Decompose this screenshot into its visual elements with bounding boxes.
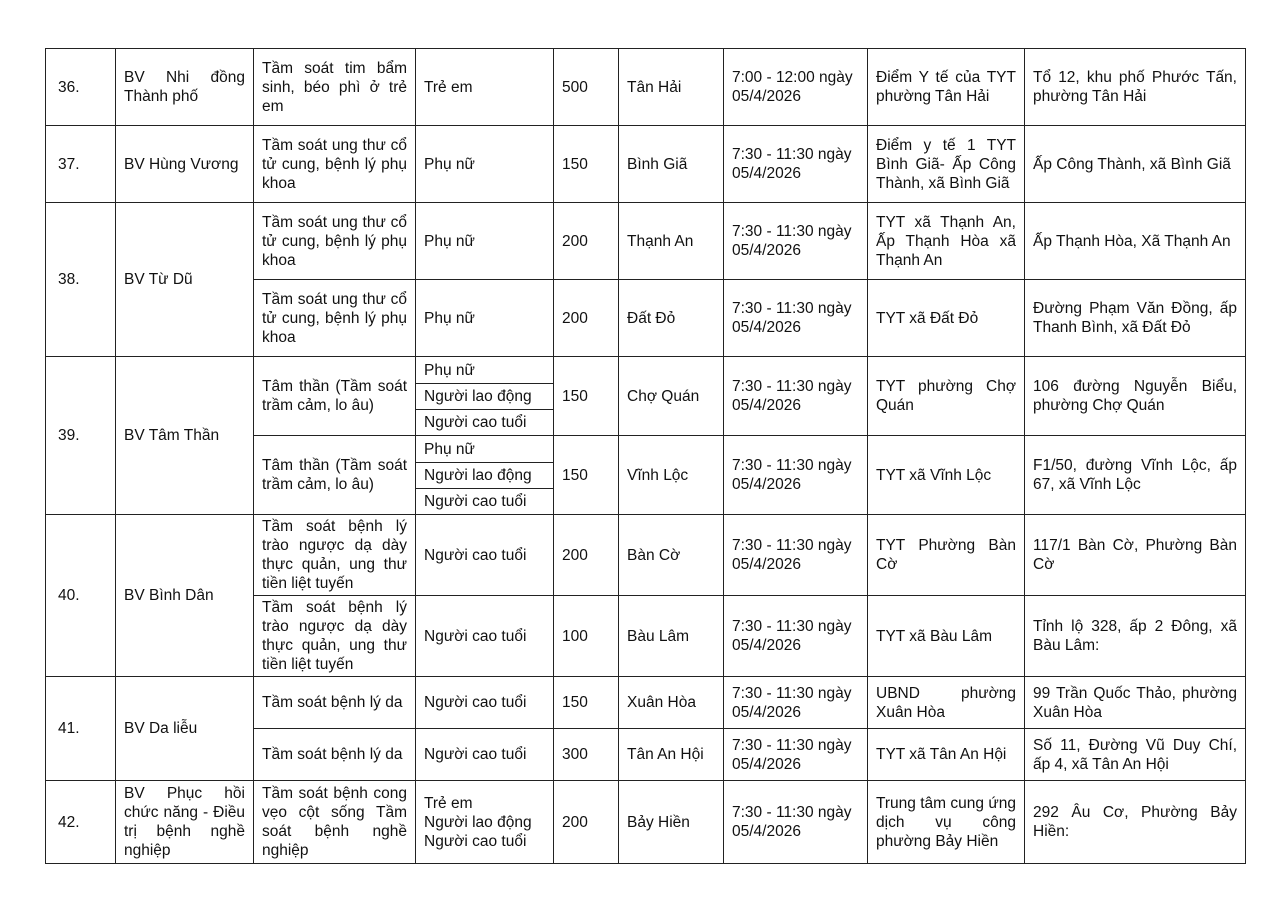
venue-cell: TYT xã Thạnh An, Ấp Thạnh Hòa xã Thạnh An [868,203,1025,280]
activity-cell: Tâm thần (Tầm soát trầm cảm, lo âu) [254,436,416,515]
target-cell [416,781,554,864]
quantity-cell: 150 [554,357,619,436]
quantity-cell: 100 [554,596,619,677]
venue-cell: TYT xã Bàu Lâm [868,596,1025,677]
ward-cell: Vĩnh Lộc [619,436,724,515]
table-row [46,781,1246,864]
address-cell: F1/50, đường Vĩnh Lộc, ấp 67, xã Vĩnh Lộc [1025,436,1246,515]
row-number-cell: 38. [46,203,116,357]
target-item: Người lao động [416,383,553,409]
target-item: Người cao tuổi [424,746,527,763]
address-cell: 117/1 Bàn Cờ, Phường Bàn Cờ [1025,515,1246,596]
activity-cell: Tầm soát ung thư cổ tử cung, bệnh lý phụ khoa [254,280,416,357]
target-cell [416,729,554,781]
venue-cell: Điểm Y tế của TYT phường Tân Hải [868,49,1025,126]
venue-cell: Trung tâm cung ứng dịch vụ công phường Bảy Hiền [868,781,1025,864]
activity-cell: Tầm soát bệnh lý da [254,729,416,781]
venue-cell: Điểm y tế 1 TYT Bình Giã- Ấp Công Thành, xã Bình Giã [868,126,1025,203]
activity-cell: Tầm soát bệnh cong vẹo cột sống Tầm soát bệnh nghề nghiệp [254,781,416,864]
row-number-cell: 42. [46,781,116,864]
venue-cell: TYT phường Chợ Quán [868,357,1025,436]
target-cell [416,49,554,126]
table-row [46,677,1246,729]
address-cell: Số 11, Đường Vũ Duy Chí, ấp 4, xã Tân An Hội [1025,729,1246,781]
quantity-cell: 500 [554,49,619,126]
table-row [46,357,1246,436]
table-row [46,203,1246,280]
address-cell: Tổ 12, khu phố Phước Tấn, phường Tân Hải [1025,49,1246,126]
quantity-cell: 300 [554,729,619,781]
target-item: Phụ nữ [424,155,475,173]
time-cell: 7:30 - 11:30 ngày 05/4/2026 [724,357,868,436]
address-cell: 99 Trần Quốc Thảo, phường Xuân Hòa [1025,677,1246,729]
target-cell [416,596,554,677]
row-number-cell: 41. [46,677,116,781]
target-item: Người cao tuổi [424,546,527,564]
venue-cell: TYT xã Đất Đỏ [868,280,1025,357]
activity-cell: Tầm soát bệnh lý da [254,677,416,729]
quantity-cell: 200 [554,781,619,864]
activity-cell: Tầm soát bệnh lý trào ngược dạ dày thực quản, ung thư tiền liệt tuyến [254,596,416,677]
unit-cell: BV Nhi đồng Thành phố [116,49,254,126]
address-cell: Ấp Thạnh Hòa, Xã Thạnh An [1025,203,1246,280]
ward-cell: Xuân Hòa [619,677,724,729]
quantity-cell: 200 [554,203,619,280]
address-cell: 292 Âu Cơ, Phường Bảy Hiền: [1025,781,1246,864]
quantity-cell: 200 [554,515,619,596]
target-item: Người lao động [416,462,553,488]
unit-cell: BV Da liễu [116,677,254,781]
target-item: Phụ nữ [424,361,475,379]
venue-cell: TYT xã Vĩnh Lộc [868,436,1025,515]
ward-cell: Tân An Hội [619,729,724,781]
unit-cell: BV Bình Dân [116,515,254,677]
venue-cell: UBND phường Xuân Hòa [868,677,1025,729]
target-item: Người cao tuổi [424,627,527,645]
unit-cell: BV Phục hồi chức năng - Điều trị bệnh nghề nghiệp [116,781,254,864]
time-cell: 7:30 - 11:30 ngày 05/4/2026 [724,729,868,781]
row-number-cell: 40. [46,515,116,677]
ward-cell: Bình Giã [619,126,724,203]
activity-cell: Tầm soát tim bẩm sinh, béo phì ở trẻ em [254,49,416,126]
unit-cell: BV Từ Dũ [116,203,254,357]
target-cell [416,280,554,357]
ward-cell: Bàu Lâm [619,596,724,677]
ward-cell: Đất Đỏ [619,280,724,357]
time-cell: 7:30 - 11:30 ngày 05/4/2026 [724,280,868,357]
target-item: Phụ nữ [424,440,475,458]
activity-cell: Tầm soát ung thư cổ tử cung, bệnh lý phụ khoa [254,126,416,203]
time-cell: 7:30 - 11:30 ngày 05/4/2026 [724,436,868,515]
target-item: Người cao tuổi [416,409,553,435]
address-cell: 106 đường Nguyễn Biểu, phường Chợ Quán [1025,357,1246,436]
activity-cell: Tầm soát ung thư cổ tử cung, bệnh lý phụ khoa [254,203,416,280]
ward-cell: Thạnh An [619,203,724,280]
address-cell: Đường Phạm Văn Đồng, ấp Thanh Bình, xã Đất Đỏ [1025,280,1246,357]
time-cell: 7:30 - 11:30 ngày 05/4/2026 [724,677,868,729]
address-cell: Ấp Công Thành, xã Bình Giã [1025,126,1246,203]
ward-cell: Chợ Quán [619,357,724,436]
target-cell [416,203,554,280]
ward-cell: Bàn Cờ [619,515,724,596]
table-row [46,126,1246,203]
target-item: Người cao tuổi [424,832,527,850]
target-item: Trẻ em [424,78,473,96]
target-subtable [416,437,553,514]
target-item: Người cao tuổi [424,694,527,711]
target-item: Trẻ em [424,794,473,812]
target-cell [416,515,554,596]
time-cell: 7:30 - 11:30 ngày 05/4/2026 [724,781,868,864]
row-number-cell: 36. [46,49,116,126]
quantity-cell: 150 [554,126,619,203]
activity-cell: Tầm soát bệnh lý trào ngược dạ dày thực quản, ung thư tiền liệt tuyến [254,515,416,596]
target-item: Người lao động [424,813,532,831]
time-cell: 7:30 - 11:30 ngày 05/4/2026 [724,515,868,596]
unit-cell: BV Hùng Vương [116,126,254,203]
row-number-cell: 37. [46,126,116,203]
target-item: Người cao tuổi [416,488,553,514]
table-row [46,515,1246,596]
unit-cell: BV Tâm Thần [116,357,254,515]
table-row [46,49,1246,126]
target-cell [416,677,554,729]
target-item: Phụ nữ [424,309,475,327]
quantity-cell: 150 [554,677,619,729]
target-cell [416,436,554,515]
venue-cell: TYT xã Tân An Hội [868,729,1025,781]
venue-cell: TYT Phường Bàn Cờ [868,515,1025,596]
row-number-cell: 39. [46,357,116,515]
time-cell: 7:30 - 11:30 ngày 05/4/2026 [724,596,868,677]
ward-cell: Bảy Hiền [619,781,724,864]
time-cell: 7:00 - 12:00 ngày 05/4/2026 [724,49,868,126]
target-cell [416,126,554,203]
target-item: Phụ nữ [424,232,475,250]
quantity-cell: 150 [554,436,619,515]
time-cell: 7:30 - 11:30 ngày 05/4/2026 [724,203,868,280]
address-cell: Tỉnh lộ 328, ấp 2 Đông, xã Bàu Lâm: [1025,596,1246,677]
quantity-cell: 200 [554,280,619,357]
target-subtable [416,358,553,435]
activity-cell: Tâm thần (Tầm soát trầm cảm, lo âu) [254,357,416,436]
time-cell: 7:30 - 11:30 ngày 05/4/2026 [724,126,868,203]
schedule-table [45,48,1246,864]
ward-cell: Tân Hải [619,49,724,126]
target-cell [416,357,554,436]
